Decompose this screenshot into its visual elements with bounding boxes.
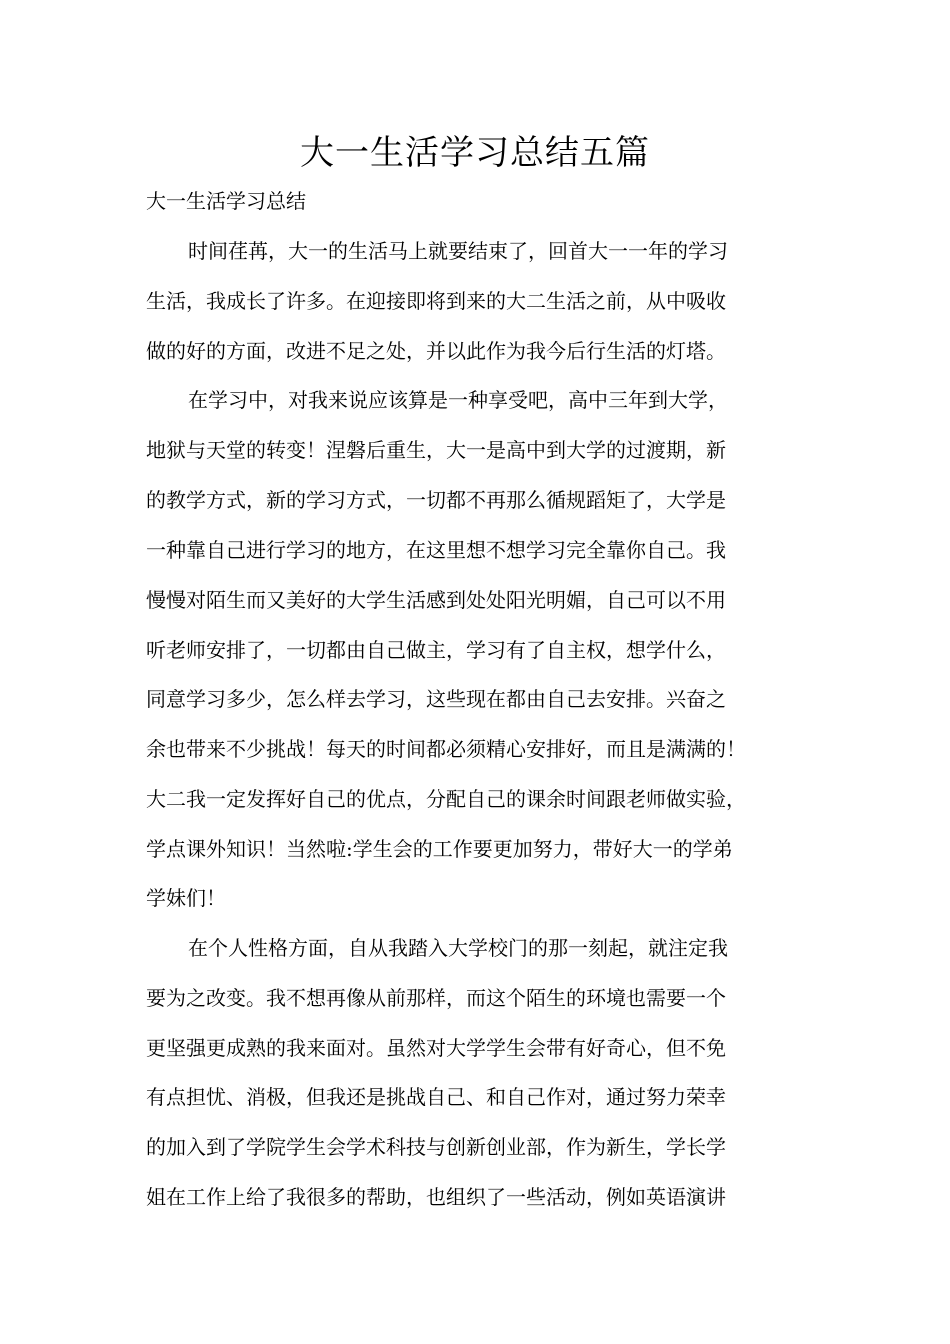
paragraph-line: 地狱与天堂的转变！涅磐后重生，大一是高中到大学的过渡期，新 xyxy=(146,438,726,462)
paragraph-line: 的加入到了学院学生会学术科技与创新创业部，作为新生，学长学 xyxy=(146,1135,726,1159)
paragraph-line: 要为之改变。我不想再像从前那样，而这个陌生的环境也需要一个 xyxy=(146,986,726,1010)
paragraph-line: 在学习中，对我来说应该算是一种享受吧，高中三年到大学， xyxy=(188,388,728,412)
section-subtitle: 大一生活学习总结 xyxy=(146,189,306,213)
paragraph-line: 余也带来不少挑战！每天的时间都必须精心安排好，而且是满满的！ xyxy=(146,737,746,761)
paragraph-line: 生活，我成长了许多。在迎接即将到来的大二生活之前，从中吸收 xyxy=(146,289,726,313)
document-title: 大一生活学习总结五篇 xyxy=(300,133,650,173)
paragraph-line: 的教学方式，新的学习方式，一切都不再那么循规蹈矩了，大学是 xyxy=(146,488,726,512)
paragraph-line: 学妹们！ xyxy=(146,886,226,910)
paragraph-line: 慢慢对陌生而又美好的大学生活感到处处阳光明媚，自己可以不用 xyxy=(146,588,726,612)
paragraph-line: 更坚强更成熟的我来面对。虽然对大学学生会带有好奇心，但不免 xyxy=(146,1036,726,1060)
paragraph-line: 在个人性格方面，自从我踏入大学校门的那一刻起，就注定我 xyxy=(188,936,728,960)
paragraph-line: 时间荏苒，大一的生活马上就要结束了，回首大一一年的学习 xyxy=(188,239,728,263)
paragraph-line: 听老师安排了，一切都由自己做主，学习有了自主权，想学什么， xyxy=(146,638,726,662)
paragraph-line: 学点课外知识！当然啦:学生会的工作要更加努力，带好大一的学弟 xyxy=(146,837,733,861)
paragraph-line: 大二我一定发挥好自己的优点，分配自己的课余时间跟老师做实验， xyxy=(146,787,746,811)
paragraph-line: 一种靠自己进行学习的地方，在这里想不想学习完全靠你自己。我 xyxy=(146,538,726,562)
paragraph-line: 姐在工作上给了我很多的帮助，也组织了一些活动，例如英语演讲 xyxy=(146,1185,726,1209)
paragraph-line: 做的好的方面，改进不足之处，并以此作为我今后行生活的灯塔。 xyxy=(146,339,726,363)
paragraph-line: 同意学习多少，怎么样去学习，这些现在都由自己去安排。兴奋之 xyxy=(146,687,726,711)
paragraph-line: 有点担忧、消极，但我还是挑战自己、和自己作对，通过努力荣幸 xyxy=(146,1085,726,1109)
